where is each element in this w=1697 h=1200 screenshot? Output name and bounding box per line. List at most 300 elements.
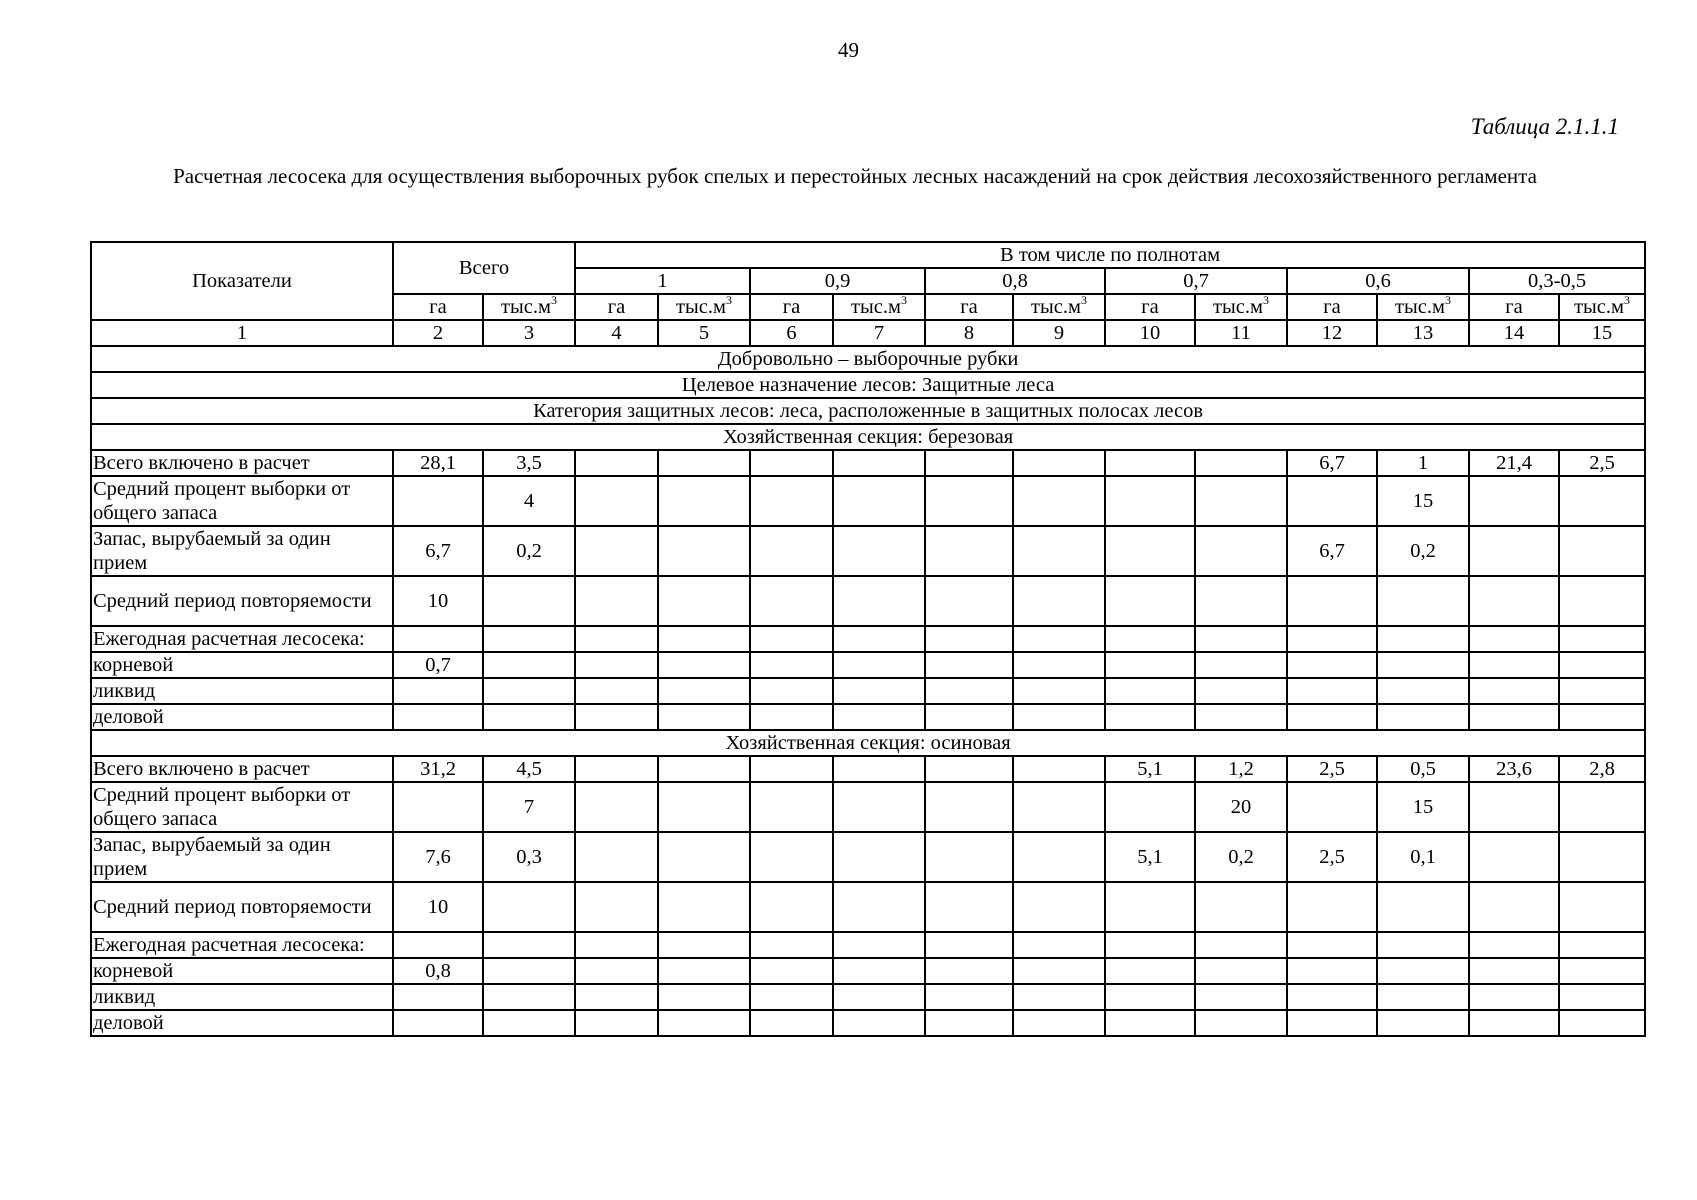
table-cell <box>1469 526 1559 576</box>
table-cell <box>1105 526 1195 576</box>
table-cell <box>575 756 658 782</box>
column-number: 14 <box>1469 320 1559 346</box>
banner-row <box>91 372 1645 398</box>
table-cell <box>1105 652 1195 678</box>
table-cell <box>1195 576 1287 626</box>
table-cell <box>750 756 833 782</box>
table-cell <box>393 678 483 704</box>
table-cell <box>1469 652 1559 678</box>
table-cell <box>1469 704 1559 730</box>
table-cell <box>483 576 575 626</box>
row-label: ликвид <box>91 984 393 1010</box>
table-cell <box>750 576 833 626</box>
table-cell <box>833 932 925 958</box>
table-cell <box>1105 958 1195 984</box>
table-cell <box>1469 576 1559 626</box>
unit-volume-text: тыс.м <box>1574 296 1625 318</box>
table-row <box>91 704 1645 730</box>
table-cell <box>750 626 833 652</box>
table-cell: 4,5 <box>483 756 575 782</box>
table-cell <box>658 984 750 1010</box>
unit-volume-text: тыс.м <box>1395 296 1445 318</box>
unit-volume-text: тыс.м <box>676 296 726 318</box>
table-cell: 0,3 <box>483 832 575 882</box>
table-cell <box>750 526 833 576</box>
table-cell <box>483 1010 575 1036</box>
table-cell <box>658 626 750 652</box>
table-cell: 10 <box>393 576 483 626</box>
table-cell <box>483 958 575 984</box>
table-row <box>91 652 1645 678</box>
unit-ha: га <box>1287 294 1377 320</box>
table-cell <box>750 832 833 882</box>
table-cell: 4 <box>483 476 575 526</box>
table-cell <box>925 476 1013 526</box>
unit-volume-text: тыс.м <box>501 296 551 318</box>
table-cell <box>1195 652 1287 678</box>
header-row-1 <box>91 242 1645 268</box>
table-cell: 2,5 <box>1287 832 1377 882</box>
table-cell: 0,2 <box>1195 832 1287 882</box>
unit-volume-exponent: 3 <box>725 294 732 308</box>
table-cell <box>1013 652 1105 678</box>
header-by-density: В том числе по полнотам <box>575 242 1645 268</box>
unit-volume-text: тыс.м <box>1213 296 1263 318</box>
table-cell <box>1105 984 1195 1010</box>
table-cell <box>1195 476 1287 526</box>
column-number: 6 <box>750 320 833 346</box>
table-cell <box>1377 626 1469 652</box>
row-label: Запас, вырубаемый за один прием <box>91 526 393 576</box>
table-cell <box>658 476 750 526</box>
row-label: Средний процент выборки от общего запаса <box>91 476 393 526</box>
table-cell <box>1195 678 1287 704</box>
table-cell <box>1559 678 1645 704</box>
table-cell <box>1287 704 1377 730</box>
table-cell <box>750 450 833 476</box>
table-cell <box>833 782 925 832</box>
unit-volume <box>658 294 750 320</box>
header-density: 0,3-0,5 <box>1469 268 1645 294</box>
header-density: 0,9 <box>750 268 925 294</box>
table-cell <box>1559 832 1645 882</box>
table-cell <box>1013 984 1105 1010</box>
table-cell <box>1287 782 1377 832</box>
table-cell <box>1105 450 1195 476</box>
table-title: Расчетная лесосека для осуществления выборочных рубок спелых и перестойных лесных насаждений на срок действия лесохозяйственного регламента <box>173 164 1537 188</box>
header-density: 1 <box>575 268 750 294</box>
table-cell <box>925 576 1013 626</box>
table-cell <box>833 652 925 678</box>
row-label: Всего включено в расчет <box>91 756 393 782</box>
table-row <box>91 526 1645 576</box>
table-cell <box>1469 626 1559 652</box>
table-cell: 15 <box>1377 476 1469 526</box>
table-cell <box>1195 958 1287 984</box>
table-cell <box>1195 1010 1287 1036</box>
table-cell <box>750 476 833 526</box>
column-number: 12 <box>1287 320 1377 346</box>
table-cell <box>1105 476 1195 526</box>
table-cell <box>1105 1010 1195 1036</box>
table-cell <box>1559 782 1645 832</box>
header-density: 0,8 <box>925 268 1105 294</box>
table-cell <box>658 932 750 958</box>
table-cell <box>833 882 925 932</box>
table-cell <box>925 450 1013 476</box>
section-title-row <box>91 424 1645 450</box>
unit-volume-exponent: 3 <box>1080 294 1087 308</box>
table-cell <box>1287 678 1377 704</box>
table-row <box>91 450 1645 476</box>
table-cell <box>1377 882 1469 932</box>
table-cell <box>575 526 658 576</box>
table-cell <box>925 984 1013 1010</box>
unit-volume-text: тыс.м <box>851 296 901 318</box>
row-label: Ежегодная расчетная лесосека: <box>91 932 393 958</box>
table-cell <box>575 782 658 832</box>
table-cell <box>393 476 483 526</box>
table-cell <box>658 832 750 882</box>
table-row <box>91 626 1645 652</box>
unit-volume-exponent: 3 <box>1444 294 1451 308</box>
section-title-row <box>91 730 1645 756</box>
table-cell <box>833 576 925 626</box>
row-label: корневой <box>91 958 393 984</box>
table-cell: 31,2 <box>393 756 483 782</box>
table-cell <box>1377 576 1469 626</box>
table-cell: 1,2 <box>1195 756 1287 782</box>
table-cell <box>1377 704 1469 730</box>
banner-row <box>91 346 1645 372</box>
table-cell <box>658 652 750 678</box>
table-cell <box>575 476 658 526</box>
table-cell <box>1469 678 1559 704</box>
column-number: 8 <box>925 320 1013 346</box>
table-cell <box>833 678 925 704</box>
table-cell: 15 <box>1377 782 1469 832</box>
table-cell <box>833 958 925 984</box>
table-row <box>91 882 1645 932</box>
page-number: 49 <box>838 38 859 62</box>
table-cell <box>1559 1010 1645 1036</box>
column-number: 7 <box>833 320 925 346</box>
table-cell <box>658 782 750 832</box>
table-cell <box>1469 832 1559 882</box>
table-cell <box>1469 958 1559 984</box>
table-cell <box>1013 1010 1105 1036</box>
column-number: 13 <box>1377 320 1469 346</box>
row-label: Средний период повторяемости <box>91 576 393 626</box>
table-cell <box>833 1010 925 1036</box>
table-cell <box>1287 882 1377 932</box>
table-cell <box>1377 1010 1469 1036</box>
table-cell <box>575 704 658 730</box>
table-cell <box>1377 958 1469 984</box>
table-cell <box>1559 526 1645 576</box>
table-cell <box>1013 576 1105 626</box>
table-label: Таблица 2.1.1.1 <box>1470 114 1619 139</box>
table-cell <box>1013 832 1105 882</box>
table-cell <box>1105 576 1195 626</box>
table-cell: 23,6 <box>1469 756 1559 782</box>
table-cell <box>1377 652 1469 678</box>
table-cell <box>658 526 750 576</box>
table-cell <box>575 652 658 678</box>
header-indicators: Показатели <box>91 242 393 320</box>
forest-cutting-table <box>90 241 1646 1037</box>
table-cell <box>393 984 483 1010</box>
table-row <box>91 678 1645 704</box>
unit-ha: га <box>1105 294 1195 320</box>
unit-volume <box>1377 294 1469 320</box>
table-cell <box>575 984 658 1010</box>
table-cell: 7 <box>483 782 575 832</box>
table-cell: 10 <box>393 882 483 932</box>
table-cell: 0,2 <box>1377 526 1469 576</box>
table-cell <box>1469 984 1559 1010</box>
table-cell <box>658 450 750 476</box>
unit-ha: га <box>750 294 833 320</box>
table-cell <box>1013 958 1105 984</box>
table-cell <box>1287 1010 1377 1036</box>
table-cell: 28,1 <box>393 450 483 476</box>
column-number: 11 <box>1195 320 1287 346</box>
table-cell <box>1377 932 1469 958</box>
table-cell <box>750 882 833 932</box>
table-cell <box>1377 678 1469 704</box>
table-cell <box>833 984 925 1010</box>
table-cell <box>1013 882 1105 932</box>
table-cell <box>1105 704 1195 730</box>
table-cell <box>1287 958 1377 984</box>
table-cell <box>658 1010 750 1036</box>
table-cell: 6,7 <box>393 526 483 576</box>
unit-ha: га <box>393 294 483 320</box>
banner-purpose: Целевое назначение лесов: Защитные леса <box>91 372 1645 398</box>
banner-category: Категория защитных лесов: леса, расположенные в защитных полосах лесов <box>91 398 1645 424</box>
table-cell <box>833 526 925 576</box>
column-number: 3 <box>483 320 575 346</box>
column-number: 5 <box>658 320 750 346</box>
table-cell <box>1105 882 1195 932</box>
column-number: 15 <box>1559 320 1645 346</box>
table-cell: 3,5 <box>483 450 575 476</box>
row-label: деловой <box>91 1010 393 1036</box>
table-cell <box>1013 782 1105 832</box>
row-label: Запас, вырубаемый за один прием <box>91 832 393 882</box>
table-cell <box>483 652 575 678</box>
row-label: корневой <box>91 652 393 678</box>
table-row <box>91 782 1645 832</box>
table-cell <box>1559 652 1645 678</box>
table-cell <box>1469 476 1559 526</box>
table-body <box>91 242 1645 1036</box>
table-cell: 0,8 <box>393 958 483 984</box>
table-cell: 1 <box>1377 450 1469 476</box>
table-cell <box>1287 476 1377 526</box>
row-label: Ежегодная расчетная лесосека: <box>91 626 393 652</box>
table-cell <box>1559 704 1645 730</box>
table-cell <box>393 1010 483 1036</box>
table-cell <box>1013 526 1105 576</box>
header-total: Всего <box>393 242 575 294</box>
table-cell <box>750 1010 833 1036</box>
table-cell: 2,5 <box>1559 450 1645 476</box>
unit-volume-exponent: 3 <box>900 294 907 308</box>
banner-cutting-type: Добровольно – выборочные рубки <box>91 346 1645 372</box>
column-number: 10 <box>1105 320 1195 346</box>
table-row <box>91 476 1645 526</box>
table-row <box>91 1010 1645 1036</box>
row-label: Всего включено в расчет <box>91 450 393 476</box>
table-cell: 20 <box>1195 782 1287 832</box>
table-cell <box>483 704 575 730</box>
table-cell <box>1559 984 1645 1010</box>
table-cell <box>925 832 1013 882</box>
table-cell <box>1105 932 1195 958</box>
table-cell <box>925 958 1013 984</box>
table-cell <box>1013 756 1105 782</box>
table-cell <box>750 678 833 704</box>
table-cell <box>750 652 833 678</box>
table-cell <box>925 882 1013 932</box>
table-cell: 2,8 <box>1559 756 1645 782</box>
table-cell <box>1559 932 1645 958</box>
banner-row <box>91 398 1645 424</box>
unit-volume <box>1195 294 1287 320</box>
table-cell <box>1287 652 1377 678</box>
table-cell <box>925 626 1013 652</box>
table-cell <box>1013 626 1105 652</box>
table-cell: 0,7 <box>393 652 483 678</box>
section-title: Хозяйственная секция: осиновая <box>91 730 1645 756</box>
table-cell <box>925 1010 1013 1036</box>
table-cell <box>1287 984 1377 1010</box>
header-density: 0,6 <box>1287 268 1469 294</box>
unit-volume-exponent: 3 <box>1262 294 1269 308</box>
table-cell <box>575 626 658 652</box>
table-row <box>91 756 1645 782</box>
table-cell <box>658 756 750 782</box>
row-label: Средний процент выборки от общего запаса <box>91 782 393 832</box>
table-cell <box>925 652 1013 678</box>
table-cell <box>1559 958 1645 984</box>
table-cell: 5,1 <box>1105 756 1195 782</box>
table-cell <box>575 832 658 882</box>
table-cell <box>925 756 1013 782</box>
row-label: Средний период повторяемости <box>91 882 393 932</box>
table-cell <box>750 782 833 832</box>
table-cell <box>1013 450 1105 476</box>
table-cell <box>1469 1010 1559 1036</box>
table-cell <box>1013 476 1105 526</box>
table-cell <box>1013 932 1105 958</box>
table-cell <box>393 704 483 730</box>
unit-ha: га <box>925 294 1013 320</box>
table-cell <box>483 882 575 932</box>
table-cell <box>833 626 925 652</box>
table-cell <box>1195 450 1287 476</box>
table-cell <box>1195 932 1287 958</box>
table-cell <box>1559 626 1645 652</box>
table-cell <box>393 932 483 958</box>
table-row <box>91 984 1645 1010</box>
table-cell <box>1287 932 1377 958</box>
table-cell <box>658 704 750 730</box>
table-cell <box>833 756 925 782</box>
table-cell <box>1105 626 1195 652</box>
table-row <box>91 832 1645 882</box>
section-title: Хозяйственная секция: березовая <box>91 424 1645 450</box>
table-cell <box>393 782 483 832</box>
table-row <box>91 958 1645 984</box>
table-cell: 7,6 <box>393 832 483 882</box>
table-cell <box>1195 526 1287 576</box>
unit-volume <box>483 294 575 320</box>
table-cell <box>1469 932 1559 958</box>
table-cell <box>1195 704 1287 730</box>
table-cell <box>1105 678 1195 704</box>
table-cell <box>833 704 925 730</box>
table-cell <box>833 832 925 882</box>
table-cell: 6,7 <box>1287 450 1377 476</box>
unit-volume-exponent: 3 <box>1624 294 1631 308</box>
table-cell <box>750 958 833 984</box>
table-cell <box>925 678 1013 704</box>
table-cell <box>575 450 658 476</box>
table-cell <box>575 958 658 984</box>
table-cell: 2,5 <box>1287 756 1377 782</box>
table-cell <box>658 958 750 984</box>
table-cell: 0,2 <box>483 526 575 576</box>
table-cell <box>1013 704 1105 730</box>
table-cell <box>575 678 658 704</box>
table-cell <box>393 626 483 652</box>
table-cell <box>1013 678 1105 704</box>
unit-ha: га <box>575 294 658 320</box>
table-cell <box>1287 576 1377 626</box>
table-cell <box>483 678 575 704</box>
table-cell <box>925 782 1013 832</box>
header-density: 0,7 <box>1105 268 1287 294</box>
row-label: ликвид <box>91 678 393 704</box>
table-cell <box>1469 782 1559 832</box>
table-cell <box>483 984 575 1010</box>
table-cell: 21,4 <box>1469 450 1559 476</box>
table-cell <box>658 882 750 932</box>
table-row <box>91 576 1645 626</box>
table-cell: 0,1 <box>1377 832 1469 882</box>
table-cell <box>1559 882 1645 932</box>
table-cell <box>575 1010 658 1036</box>
table-cell <box>1469 882 1559 932</box>
column-number: 2 <box>393 320 483 346</box>
column-number-row <box>91 320 1645 346</box>
column-number: 4 <box>575 320 658 346</box>
table-cell: 6,7 <box>1287 526 1377 576</box>
table-cell <box>1195 984 1287 1010</box>
table-cell <box>575 932 658 958</box>
table-cell <box>1377 984 1469 1010</box>
table-cell: 5,1 <box>1105 832 1195 882</box>
table-cell <box>750 704 833 730</box>
table-cell: 0,5 <box>1377 756 1469 782</box>
row-label: деловой <box>91 704 393 730</box>
unit-volume <box>1559 294 1645 320</box>
unit-ha: га <box>1469 294 1559 320</box>
table-cell <box>1195 626 1287 652</box>
